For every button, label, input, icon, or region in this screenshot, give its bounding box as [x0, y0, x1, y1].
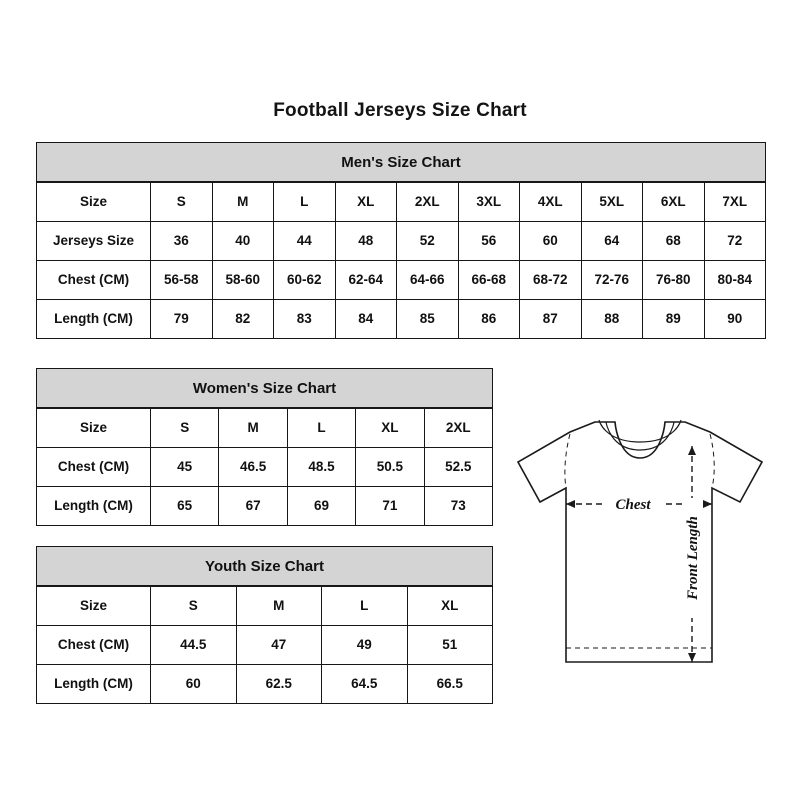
table-header-row	[37, 409, 493, 448]
cell: 44	[274, 222, 336, 261]
chest-label: Chest	[615, 497, 651, 513]
cell: 56-58	[151, 261, 213, 300]
cell: 90	[704, 300, 766, 339]
column-header: Size	[37, 409, 151, 448]
cell: 66.5	[407, 665, 493, 704]
cell: 49	[322, 626, 408, 665]
cell: 86	[458, 300, 520, 339]
column-header: M	[219, 409, 287, 448]
cell: 45	[151, 448, 219, 487]
column-header: 4XL	[520, 183, 582, 222]
jersey-body-path	[518, 422, 762, 662]
womens-size-chart	[36, 368, 492, 526]
cell: 48	[335, 222, 397, 261]
column-header: 3XL	[458, 183, 520, 222]
row-label: Chest (CM)	[37, 448, 151, 487]
cell: 79	[151, 300, 213, 339]
cell: 46.5	[219, 448, 287, 487]
column-header: 2XL	[424, 409, 492, 448]
length-arrow-top	[688, 446, 696, 455]
column-header: Size	[37, 587, 151, 626]
cell: 48.5	[287, 448, 355, 487]
right-sleeve-seam	[710, 434, 714, 488]
row-label: Length (CM)	[37, 665, 151, 704]
column-header: M	[212, 183, 274, 222]
table-row	[37, 487, 493, 526]
cell: 52	[397, 222, 459, 261]
cell: 64-66	[397, 261, 459, 300]
table-row	[37, 626, 493, 665]
cell: 83	[274, 300, 336, 339]
cell: 60-62	[274, 261, 336, 300]
cell: 58-60	[212, 261, 274, 300]
cell: 60	[151, 665, 237, 704]
cell: 76-80	[643, 261, 705, 300]
youth-table-heading: Youth Size Chart	[36, 546, 493, 586]
column-header: S	[151, 183, 213, 222]
column-header: L	[322, 587, 408, 626]
cell: 87	[520, 300, 582, 339]
cell: 89	[643, 300, 705, 339]
cell: 56	[458, 222, 520, 261]
cell: 72	[704, 222, 766, 261]
table-row	[37, 300, 766, 339]
page-title: Football Jerseys Size Chart	[273, 100, 527, 121]
mens-table-heading: Men's Size Chart	[36, 142, 766, 182]
column-header: XL	[356, 409, 424, 448]
column-header: 2XL	[397, 183, 459, 222]
column-header: 6XL	[643, 183, 705, 222]
cell: 36	[151, 222, 213, 261]
column-header: L	[287, 409, 355, 448]
column-header: 7XL	[704, 183, 766, 222]
cell: 73	[424, 487, 492, 526]
cell: 47	[236, 626, 322, 665]
cell: 69	[287, 487, 355, 526]
youth-size-chart	[36, 546, 492, 704]
column-header: Size	[37, 183, 151, 222]
cell: 62.5	[236, 665, 322, 704]
table-header-row	[37, 183, 766, 222]
chest-arrow-right	[703, 500, 712, 508]
youth-size-table	[36, 546, 493, 704]
cell: 52.5	[424, 448, 492, 487]
table-row	[37, 222, 766, 261]
column-header: S	[151, 409, 219, 448]
row-label: Chest (CM)	[37, 626, 151, 665]
column-header: 5XL	[581, 183, 643, 222]
cell: 68-72	[520, 261, 582, 300]
column-header: XL	[407, 587, 493, 626]
column-header: L	[274, 183, 336, 222]
column-header: XL	[335, 183, 397, 222]
table-row	[37, 261, 766, 300]
cell: 51	[407, 626, 493, 665]
mens-size-chart	[36, 142, 764, 339]
cell: 65	[151, 487, 219, 526]
cell: 67	[219, 487, 287, 526]
row-label: Jerseys Size	[37, 222, 151, 261]
cell: 82	[212, 300, 274, 339]
cell: 62-64	[335, 261, 397, 300]
jersey-measurement-diagram	[500, 400, 785, 700]
cell: 72-76	[581, 261, 643, 300]
cell: 68	[643, 222, 705, 261]
cell: 40	[212, 222, 274, 261]
column-header: M	[236, 587, 322, 626]
cell: 64	[581, 222, 643, 261]
chest-arrow-left	[566, 500, 575, 508]
cell: 60	[520, 222, 582, 261]
cell: 64.5	[322, 665, 408, 704]
cell: 85	[397, 300, 459, 339]
cell: 88	[581, 300, 643, 339]
table-header-row	[37, 587, 493, 626]
row-label: Length (CM)	[37, 300, 151, 339]
left-sleeve-seam	[565, 434, 570, 488]
womens-size-table	[36, 368, 493, 526]
cell: 44.5	[151, 626, 237, 665]
cell: 84	[335, 300, 397, 339]
row-label: Chest (CM)	[37, 261, 151, 300]
cell: 71	[356, 487, 424, 526]
jersey-outline-icon	[500, 400, 785, 700]
row-label: Length (CM)	[37, 487, 151, 526]
collar-outer-line	[599, 420, 681, 442]
front-length-label: Front Length	[685, 516, 701, 600]
cell: 66-68	[458, 261, 520, 300]
mens-size-table	[36, 142, 766, 339]
column-header: S	[151, 587, 237, 626]
cell: 80-84	[704, 261, 766, 300]
womens-table-heading: Women's Size Chart	[36, 368, 493, 408]
length-arrow-bottom	[688, 653, 696, 662]
table-row	[37, 665, 493, 704]
cell: 50.5	[356, 448, 424, 487]
table-row	[37, 448, 493, 487]
